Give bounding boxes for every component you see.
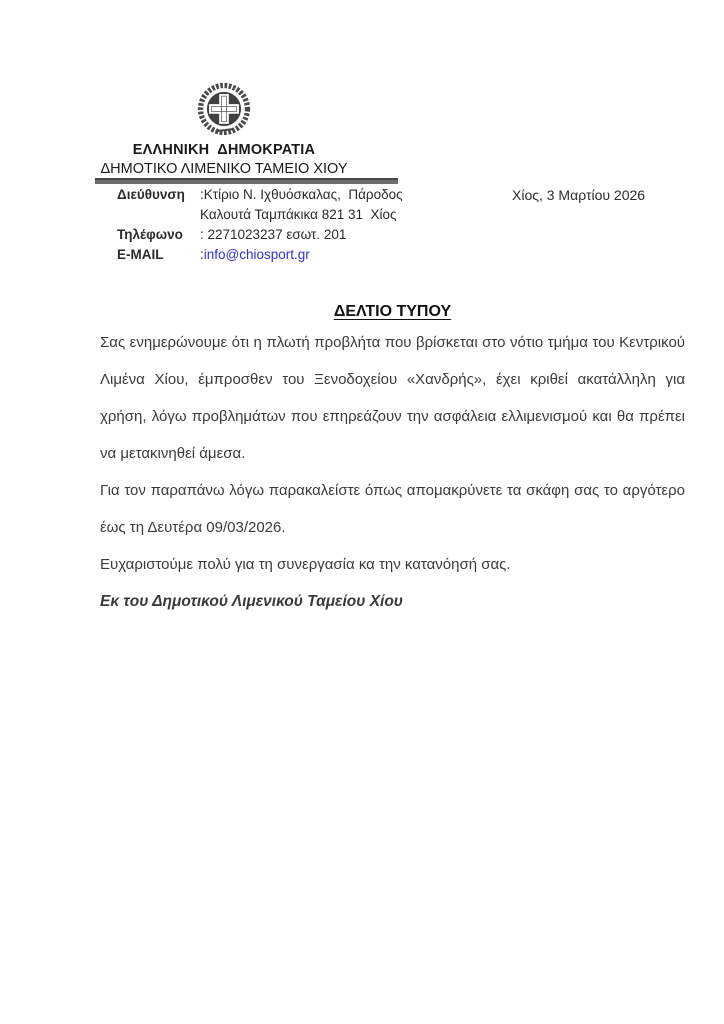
email-link[interactable]: info@chiosport.gr (203, 247, 310, 262)
signature-line: Εκ του Δημοτικού Λιμενικού Ταμείου Χίου (100, 593, 403, 610)
email-row (117, 245, 403, 265)
address-row-continued (117, 205, 403, 225)
email-label: E-MAIL (117, 247, 164, 262)
letterhead-divider (95, 178, 398, 184)
hellenic-republic-emblem-icon (192, 82, 256, 138)
press-release-body (100, 300, 685, 620)
dateline: Χίος, 3 Μαρτίου 2026 (512, 187, 646, 203)
address-label: Διεύθυνση (117, 187, 185, 202)
body-paragraph-1: Σας ενημερώνουμε ότι η πλωτή προβλήτα που βρίσκεται στο νότιο τμήμα του Κεντρικού Λιμένα Χίου, έμπροσθεν του Ξενοδοχείου «Χανδρής», έχει κριθεί ακατάλληλη για χρήση, λόγω προβλημάτων που επηρεάζουν την ασφάλεια ελλιμενισμού και θα πρέπει να μετακινηθεί άμεσα. (100, 334, 685, 462)
phone-value: : 2271023237 εσωτ. 201 (200, 227, 347, 242)
email-value-wrap (200, 245, 310, 265)
phone-label: Τηλέφωνο (117, 227, 183, 242)
address-value-line1: :Κτίριο Ν. Ιχθυόσκαλας, Πάροδος (200, 187, 403, 202)
org-name-secondary: ΔΗΜΟΤΙΚΟ ΛΙΜΕΝΙΚΟ ΤΑΜΕΙΟ ΧΙΟΥ (100, 161, 348, 177)
phone-row (117, 225, 403, 245)
address-row (117, 185, 403, 205)
body-paragraph-2: Για τον παραπάνω λόγω παρακαλείστε όπως απομακρύνετε τα σκάφη σας το αργότερο έως τη Δευτέρα 09/03/2026. (100, 482, 685, 536)
contact-block (117, 185, 403, 265)
letterhead (95, 82, 353, 178)
press-release-title: ΔΕΛΤΙΟ ΤΥΠΟΥ (333, 303, 452, 320)
email-colon: : (200, 247, 204, 262)
address-label-spacer (117, 205, 200, 225)
body-paragraph-3: Ευχαριστούμε πολύ για τη συνεργασία κα την κατανόησή σας. (100, 556, 511, 573)
address-value-line2: Καλουτά Ταμπάκικα 821 31 Χίος (200, 207, 397, 222)
org-name-primary: ΕΛΛΗΝΙΚΗ ΔΗΜΟΚΡΑΤΙΑ (132, 142, 316, 158)
